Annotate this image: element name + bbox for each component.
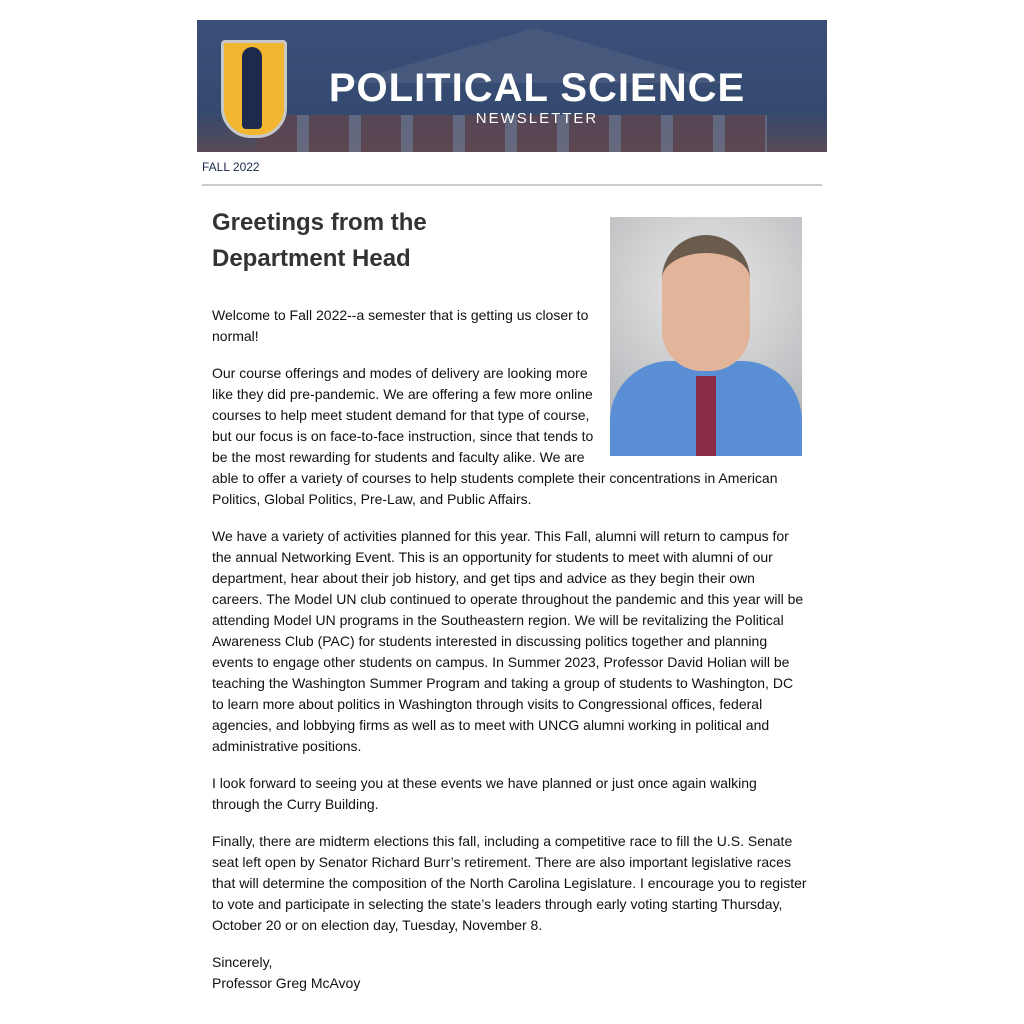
heading-line-1: Greetings from the [212,209,427,236]
closing: Sincerely, [212,954,273,970]
heading-line-2: Department Head [212,245,411,272]
university-logo [221,40,287,138]
newsletter-title: POLITICAL SCIENCE [328,66,746,110]
article [212,205,808,994]
newsletter-subtitle: NEWSLETTER [475,110,599,127]
paragraph: I look forward to seeing you at these events we have planned or just once again walking through the Curry Building. [212,775,757,812]
paragraph: Finally, there are midterm elections this fall, including a competitive race to fill the U.S. Senate seat left open by Senator Richard Burr’s retirement. There are also important legislative races that will determine the composition of the North Carolina Legislature. I encourage you to register to vote and participate in selecting the state’s leaders through early voting starting Thursday, October 20 or on election day, Tuesday, November 8. [212,833,807,933]
minerva-figure-icon [242,47,262,129]
photo-tie [696,376,716,456]
photo-head [662,235,750,371]
issue-label: FALL 2022 [202,160,260,174]
paragraph: Our course offerings and modes of delivery are looking more like they did pre-pandemic. We are offering a few more online courses to help meet student demand for that type of course, but our focus is on face-to-face instruction, since that tends to be the most rewarding for students and faculty alike. We are able to offer a variety of courses to help students complete their concentrations in American Politics, Global Politics, Pre-Law, and Public Affairs. [212,365,778,507]
signature: Professor Greg McAvoy [212,975,361,991]
header-banner [197,20,827,152]
divider [202,184,822,186]
paragraph: We have a variety of activities planned for this year. This Fall, alumni will return to campus for the annual Networking Event. This is an opportunity for students to meet with alumni of our department, hear about their job history, and get tips and advice as they begin their own careers. The Model UN club continued to operate throughout the pandemic and this year will be attending Model UN programs in the Southeastern region. We will be revitalizing the Political Awareness Club (PAC) for students interested in discussing politics together and planning events to engage other students on campus. In Summer 2023, Professor David Holian will be teaching the Washington Summer Program and taking a group of students to Washington, DC to learn more about politics in Washington through visits to Congressional offices, federal agencies, and lobbying firms as well as to meet with UNCG alumni working in political and administrative positions. [212,528,804,754]
paragraph: Welcome to Fall 2022--a semester that is getting us closer to normal! [212,307,589,344]
department-head-photo [610,217,802,456]
